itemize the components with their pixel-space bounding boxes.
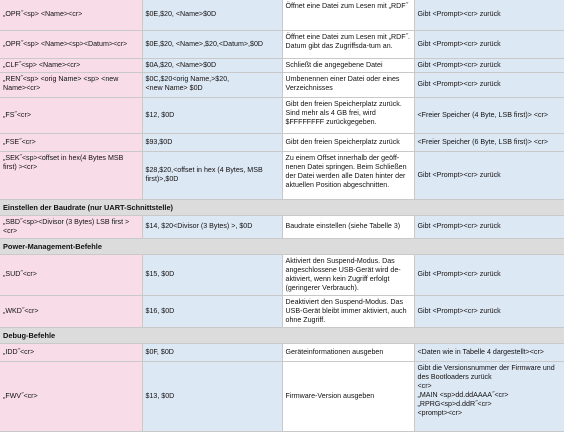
response-cell: Gibt <Prompt><cr> zurück bbox=[414, 215, 564, 238]
description-cell: Aktiviert den Suspend-Modus. Das angeschlossene USB-Gerät wird de-aktiviert, wenn kein Zugriff erfolgt (geringerer Verbrauch). bbox=[282, 254, 414, 295]
description-cell: Deaktiviert den Suspend-Modus. Das USB-Gerät bleibt immer aktiviert, auch ohne Zugriff. bbox=[282, 295, 414, 327]
hex-code-cell: $0E,$20, <Name>$0D bbox=[142, 0, 282, 30]
command-cell: „CLF˝<sp> <Name><cr> bbox=[0, 58, 142, 72]
table-row bbox=[0, 0, 564, 30]
response-cell: <Daten wie in Tabelle 4 dargestellt><cr> bbox=[414, 343, 564, 361]
description-cell: Gibt den freien Speicherplatz zurück. Sind mehr als 4 GB frei, wird $FFFFFFFF zurückgegeben. bbox=[282, 97, 414, 133]
hex-code-cell: $12, $0D bbox=[142, 97, 282, 133]
section-title: Debug-Befehle bbox=[0, 327, 564, 343]
table-row bbox=[0, 254, 564, 295]
command-cell: „REN˝<sp> <orig Name> <sp> <new Name><cr> bbox=[0, 72, 142, 97]
table-row bbox=[0, 215, 564, 238]
response-cell: Gibt <Prompt><cr> zurück bbox=[414, 58, 564, 72]
section-header-row bbox=[0, 238, 564, 254]
command-cell: „IDD˝<cr> bbox=[0, 343, 142, 361]
table-row bbox=[0, 343, 564, 361]
response-cell: <Freier Speicher (6 Byte, LSB first)> <cr> bbox=[414, 133, 564, 151]
table-row bbox=[0, 30, 564, 58]
response-cell: <Freier Speicher (4 Byte, LSB first)> <cr> bbox=[414, 97, 564, 133]
response-cell: Gibt <Prompt><cr> zurück bbox=[414, 0, 564, 30]
response-cell: Gibt die Versionsnummer der Firmware und des Bootloaders zurück <cr> „MAIN <sp>dd.ddAAAA˝<cr> „RPRG<sp>d.ddR˝<cr> <prompt><cr> bbox=[414, 361, 564, 431]
hex-code-cell: $13, $0D bbox=[142, 361, 282, 431]
description-cell: Firmware-Version ausgeben bbox=[282, 361, 414, 431]
description-cell: Zu einem Offset innerhalb der geöff-nenen Datei springen. Beim Schließen der Datei werden alle Daten hinter der aktuellen Position abgeschnitten. bbox=[282, 151, 414, 199]
command-cell: „FSE˝<cr> bbox=[0, 133, 142, 151]
command-cell: „OPR˝<sp> <Name><sp><Datum><cr> bbox=[0, 30, 142, 58]
hex-code-cell: $0E,$20, <Name>,$20,<Datum>,$0D bbox=[142, 30, 282, 58]
section-header-row bbox=[0, 199, 564, 215]
command-cell: „SEK˝<sp><offset in hex(4 Bytes MSB first) ><cr> bbox=[0, 151, 142, 199]
description-cell: Öffnet eine Datei zum Lesen mit „RDF˝. Datum gibt das Zugriffsda-tum an. bbox=[282, 30, 414, 58]
response-cell: Gibt <Prompt><cr> zurück bbox=[414, 151, 564, 199]
description-cell: Umbenennen einer Datei oder eines Verzeichnisses bbox=[282, 72, 414, 97]
section-header-row bbox=[0, 327, 564, 343]
table-row bbox=[0, 133, 564, 151]
description-cell: Schließt die angegebene Datei bbox=[282, 58, 414, 72]
hex-code-cell: $15, $0D bbox=[142, 254, 282, 295]
hex-code-cell: $93,$0D bbox=[142, 133, 282, 151]
hex-code-cell: $0F, $0D bbox=[142, 343, 282, 361]
table-row bbox=[0, 97, 564, 133]
description-cell: Öffnet eine Datei zum Lesen mit „RDF˝ bbox=[282, 0, 414, 30]
command-cell: „SBD˝<sp><Divisor (3 Bytes) LSB first ><cr> bbox=[0, 215, 142, 238]
response-cell: Gibt <Prompt><cr> zurück bbox=[414, 72, 564, 97]
description-cell: Geräteinformationen ausgeben bbox=[282, 343, 414, 361]
table-row bbox=[0, 58, 564, 72]
table-row bbox=[0, 151, 564, 199]
hex-code-cell: $0A,$20, <Name>$0D bbox=[142, 58, 282, 72]
hex-code-cell: $0C,$20<orig Name,>$20, <new Name> $0D bbox=[142, 72, 282, 97]
command-cell: „FWV˝<cr> bbox=[0, 361, 142, 431]
hex-code-cell: $14, $20<Divisor (3 Bytes) >, $0D bbox=[142, 215, 282, 238]
command-cell: „SUD˝<cr> bbox=[0, 254, 142, 295]
hex-code-cell: $16, $0D bbox=[142, 295, 282, 327]
command-cell: „OPR˝<sp> <Name><cr> bbox=[0, 0, 142, 30]
section-title: Power-Management-Befehle bbox=[0, 238, 564, 254]
command-cell: „WKD˝<cr> bbox=[0, 295, 142, 327]
response-cell: Gibt <Prompt><cr> zurück bbox=[414, 30, 564, 58]
hex-code-cell: $28,$20,<offset in hex (4 Bytes, MSB first)>,$0D bbox=[142, 151, 282, 199]
table-row bbox=[0, 295, 564, 327]
response-cell: Gibt <Prompt><cr> zurück bbox=[414, 295, 564, 327]
description-cell: Gibt den freien Speicherplatz zurück bbox=[282, 133, 414, 151]
table-row bbox=[0, 361, 564, 431]
response-cell: Gibt <Prompt><cr> zurück bbox=[414, 254, 564, 295]
table-row bbox=[0, 72, 564, 97]
description-cell: Baudrate einstellen (siehe Tabelle 3) bbox=[282, 215, 414, 238]
section-title: Einstellen der Baudrate (nur UART-Schnittstelle) bbox=[0, 199, 564, 215]
command-cell: „FS˝<cr> bbox=[0, 97, 142, 133]
